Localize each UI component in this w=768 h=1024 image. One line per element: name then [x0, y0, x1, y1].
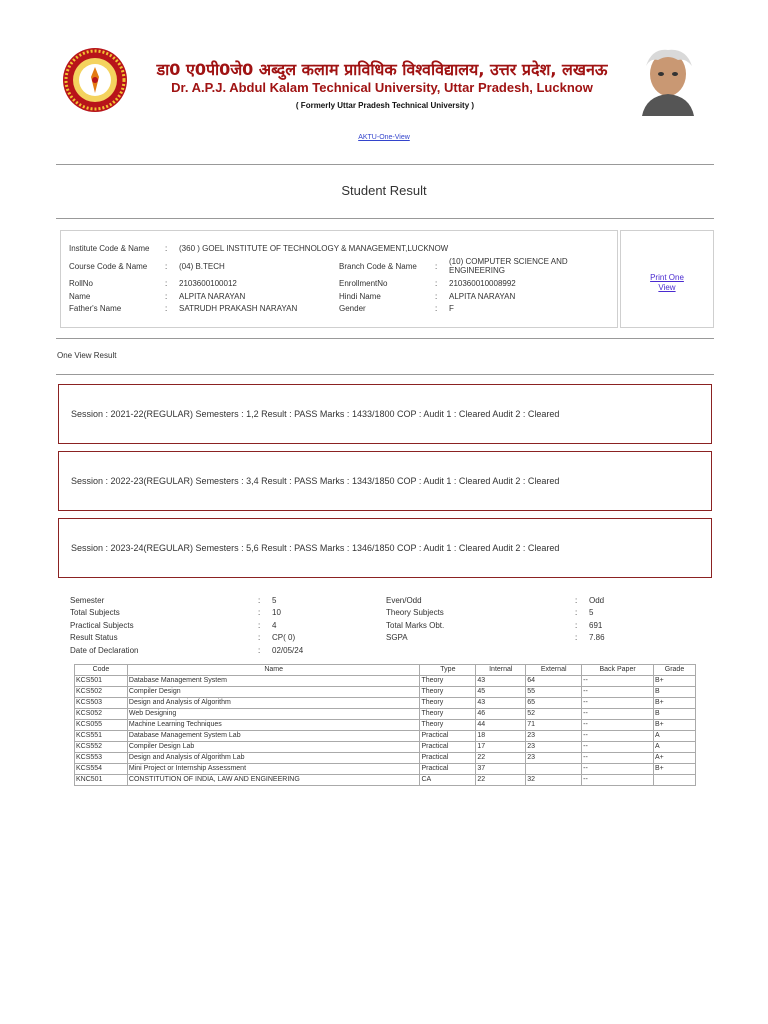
sgpa-label: SGPA — [386, 633, 408, 642]
subject-type-cell: Theory — [420, 676, 476, 687]
session-panel[interactable] — [58, 451, 712, 511]
grade-cell: B — [654, 687, 696, 698]
hindi-name-value: ALPITA NARAYAN — [449, 292, 516, 301]
subject-name-cell: Web Designing — [127, 709, 420, 720]
subject-type-cell: Theory — [420, 687, 476, 698]
colon: : — [575, 633, 578, 642]
print-panel — [620, 230, 714, 328]
table-row — [75, 720, 696, 731]
session-text: Session : 2023-24(REGULAR) Semesters : 5,6 Result : PASS Marks : 1346/1850 COP : Audit 1 : Cleared Audit 2 : Cleared — [71, 543, 560, 553]
subject-code-cell: KCS553 — [75, 753, 128, 764]
grade-cell: B+ — [654, 764, 696, 775]
divider — [56, 218, 714, 219]
branch-value-line1: (10) COMPUTER SCIENCE AND — [449, 257, 568, 266]
result-status-label: Result Status — [70, 633, 118, 642]
internal-marks-cell: 37 — [476, 764, 526, 775]
column-header: External — [526, 665, 582, 676]
table-row — [75, 753, 696, 764]
father-label: Father's Name — [69, 304, 122, 313]
back-paper-cell: -- — [582, 742, 654, 753]
institute-value: (360 ) GOEL INSTITUTE OF TECHNOLOGY & MANAGEMENT,LUCKNOW — [179, 244, 449, 253]
table-row — [75, 676, 696, 687]
colon: : — [258, 596, 261, 605]
subject-code-cell: KCS552 — [75, 742, 128, 753]
column-header: Back Paper — [582, 665, 654, 676]
total-marks-value: 691 — [589, 621, 603, 630]
university-name-hindi: डा0 ए0पी0जे0 अब्दुल कलाम प्राविधिक विश्वविद्यालय, उत्तर प्रदेश, लखनऊ — [156, 60, 608, 79]
back-paper-cell: -- — [582, 753, 654, 764]
subject-name-cell: Compiler Design — [127, 687, 420, 698]
column-header: Internal — [476, 665, 526, 676]
divider — [56, 374, 714, 375]
one-view-result-label: One View Result — [57, 351, 117, 360]
subject-name-cell: Machine Learning Techniques — [127, 720, 420, 731]
theory-subjects-label: Theory Subjects — [386, 608, 444, 617]
external-marks-cell: 23 — [526, 731, 582, 742]
divider — [56, 338, 714, 339]
internal-marks-cell: 46 — [476, 709, 526, 720]
total-subjects-label: Total Subjects — [70, 608, 120, 617]
subject-type-cell: CA — [420, 775, 476, 786]
declaration-date-value: 02/05/24 — [272, 646, 304, 655]
university-header — [0, 0, 768, 130]
subject-code-cell: KCS503 — [75, 698, 128, 709]
page-title: Student Result — [341, 183, 427, 198]
grade-cell: A — [654, 742, 696, 753]
subject-name-cell: CONSTITUTION OF INDIA, LAW AND ENGINEERING — [127, 775, 420, 786]
semester-label: Semester — [70, 596, 105, 605]
table-row — [75, 709, 696, 720]
internal-marks-cell: 22 — [476, 775, 526, 786]
internal-marks-cell: 18 — [476, 731, 526, 742]
back-paper-cell: -- — [582, 709, 654, 720]
external-marks-cell — [526, 764, 582, 775]
grade-cell: B+ — [654, 676, 696, 687]
subject-type-cell: Practical — [420, 753, 476, 764]
aktu-one-view-link[interactable]: AKTU-One-View — [358, 134, 410, 141]
course-value: (04) B.TECH — [179, 262, 225, 271]
internal-marks-cell: 44 — [476, 720, 526, 731]
colon: : — [165, 244, 168, 253]
subject-code-cell: KCS502 — [75, 687, 128, 698]
even-odd-label: Even/Odd — [386, 596, 422, 605]
theory-subjects-value: 5 — [589, 608, 594, 617]
table-header-row — [75, 665, 696, 676]
external-marks-cell: 65 — [526, 698, 582, 709]
table-row — [75, 687, 696, 698]
table-row — [75, 742, 696, 753]
marks-table — [74, 664, 696, 786]
table-row — [75, 698, 696, 709]
internal-marks-cell: 43 — [476, 698, 526, 709]
semester-value: 5 — [272, 596, 277, 605]
external-marks-cell: 71 — [526, 720, 582, 731]
subject-type-cell: Theory — [420, 698, 476, 709]
student-info-panel — [60, 230, 618, 328]
portrait-photo-icon — [632, 44, 704, 116]
hindi-name-label: Hindi Name — [339, 292, 381, 301]
subject-type-cell: Theory — [420, 720, 476, 731]
divider — [56, 164, 714, 165]
colon: : — [165, 292, 168, 301]
subject-type-cell: Practical — [420, 764, 476, 775]
subject-name-cell: Compiler Design Lab — [127, 742, 420, 753]
subject-code-cell: KCS554 — [75, 764, 128, 775]
subject-name-cell: Design and Analysis of Algorithm — [127, 698, 420, 709]
back-paper-cell: -- — [582, 698, 654, 709]
grade-cell: B+ — [654, 698, 696, 709]
back-paper-cell: -- — [582, 764, 654, 775]
back-paper-cell: -- — [582, 775, 654, 786]
table-row — [75, 731, 696, 742]
father-value: SATRUDH PRAKASH NARAYAN — [179, 304, 298, 313]
session-panel[interactable] — [58, 384, 712, 444]
colon: : — [435, 262, 438, 271]
result-status-value: CP( 0) — [272, 633, 296, 642]
colon: : — [258, 646, 261, 655]
back-paper-cell: -- — [582, 720, 654, 731]
colon: : — [258, 608, 261, 617]
table-row — [75, 775, 696, 786]
institute-label: Institute Code & Name — [69, 244, 150, 253]
total-subjects-value: 10 — [272, 608, 281, 617]
print-one-view-link[interactable]: Print One View — [650, 273, 684, 292]
column-header: Code — [75, 665, 128, 676]
subject-code-cell: KCS551 — [75, 731, 128, 742]
colon: : — [575, 621, 578, 630]
subject-code-cell: KCS055 — [75, 720, 128, 731]
university-seal-icon — [62, 47, 128, 113]
even-odd-value: Odd — [589, 596, 605, 605]
column-header: Type — [420, 665, 476, 676]
colon: : — [258, 633, 261, 642]
external-marks-cell: 52 — [526, 709, 582, 720]
gender-label: Gender — [339, 304, 366, 313]
grade-cell: B — [654, 709, 696, 720]
internal-marks-cell: 22 — [476, 753, 526, 764]
sgpa-value: 7.86 — [589, 633, 605, 642]
branch-value — [449, 257, 568, 275]
grade-cell: A+ — [654, 753, 696, 764]
back-paper-cell: -- — [582, 687, 654, 698]
gender-value: F — [449, 304, 454, 313]
grade-cell — [654, 775, 696, 786]
colon: : — [435, 304, 438, 313]
course-label: Course Code & Name — [69, 262, 148, 271]
name-label: Name — [69, 292, 91, 301]
grade-cell: B+ — [654, 720, 696, 731]
colon: : — [435, 292, 438, 301]
subject-name-cell: Database Management System — [127, 676, 420, 687]
internal-marks-cell: 17 — [476, 742, 526, 753]
subject-name-cell: Database Management System Lab — [127, 731, 420, 742]
session-text: Session : 2021-22(REGULAR) Semesters : 1,2 Result : PASS Marks : 1433/1800 COP : Audit 1 : Cleared Audit 2 : Cleared — [71, 409, 560, 419]
subject-type-cell: Theory — [420, 709, 476, 720]
column-header: Name — [127, 665, 420, 676]
declaration-date-label: Date of Declaration — [70, 646, 139, 655]
subject-type-cell: Practical — [420, 731, 476, 742]
practical-subjects-value: 4 — [272, 621, 277, 630]
table-row — [75, 764, 696, 775]
marks-table-body — [75, 676, 696, 786]
enrollment-label: EnrollmentNo — [339, 279, 388, 288]
university-name-english: Dr. A.P.J. Abdul Kalam Technical University, Uttar Pradesh, Lucknow — [171, 80, 593, 95]
rollno-value: 2103600100012 — [179, 279, 237, 288]
total-marks-label: Total Marks Obt. — [386, 621, 445, 630]
colon: : — [575, 596, 578, 605]
colon: : — [165, 262, 168, 271]
back-paper-cell: -- — [582, 731, 654, 742]
name-value: ALPITA NARAYAN — [179, 292, 246, 301]
colon: : — [165, 279, 168, 288]
grade-cell: A — [654, 731, 696, 742]
subject-name-cell: Design and Analysis of Algorithm Lab — [127, 753, 420, 764]
subject-code-cell: KCS052 — [75, 709, 128, 720]
branch-label: Branch Code & Name — [339, 262, 417, 271]
external-marks-cell: 23 — [526, 753, 582, 764]
enrollment-value: 210360010008992 — [449, 279, 516, 288]
internal-marks-cell: 45 — [476, 687, 526, 698]
external-marks-cell: 32 — [526, 775, 582, 786]
subject-name-cell: Mini Project or Internship Assessment — [127, 764, 420, 775]
branch-value-line2: ENGINEERING — [449, 266, 506, 275]
external-marks-cell: 55 — [526, 687, 582, 698]
subject-type-cell: Practical — [420, 742, 476, 753]
colon: : — [165, 304, 168, 313]
university-former-name: ( Formerly Uttar Pradesh Technical University ) — [295, 101, 475, 110]
subject-code-cell: KNC501 — [75, 775, 128, 786]
session-panel[interactable] — [58, 518, 712, 578]
colon: : — [435, 279, 438, 288]
colon: : — [258, 621, 261, 630]
external-marks-cell: 64 — [526, 676, 582, 687]
column-header: Grade — [654, 665, 696, 676]
session-text: Session : 2022-23(REGULAR) Semesters : 3,4 Result : PASS Marks : 1343/1850 COP : Audit 1 : Cleared Audit 2 : Cleared — [71, 476, 560, 486]
colon: : — [575, 608, 578, 617]
internal-marks-cell: 43 — [476, 676, 526, 687]
practical-subjects-label: Practical Subjects — [70, 621, 134, 630]
subject-code-cell: KCS501 — [75, 676, 128, 687]
back-paper-cell: -- — [582, 676, 654, 687]
rollno-label: RollNo — [69, 279, 94, 288]
external-marks-cell: 23 — [526, 742, 582, 753]
